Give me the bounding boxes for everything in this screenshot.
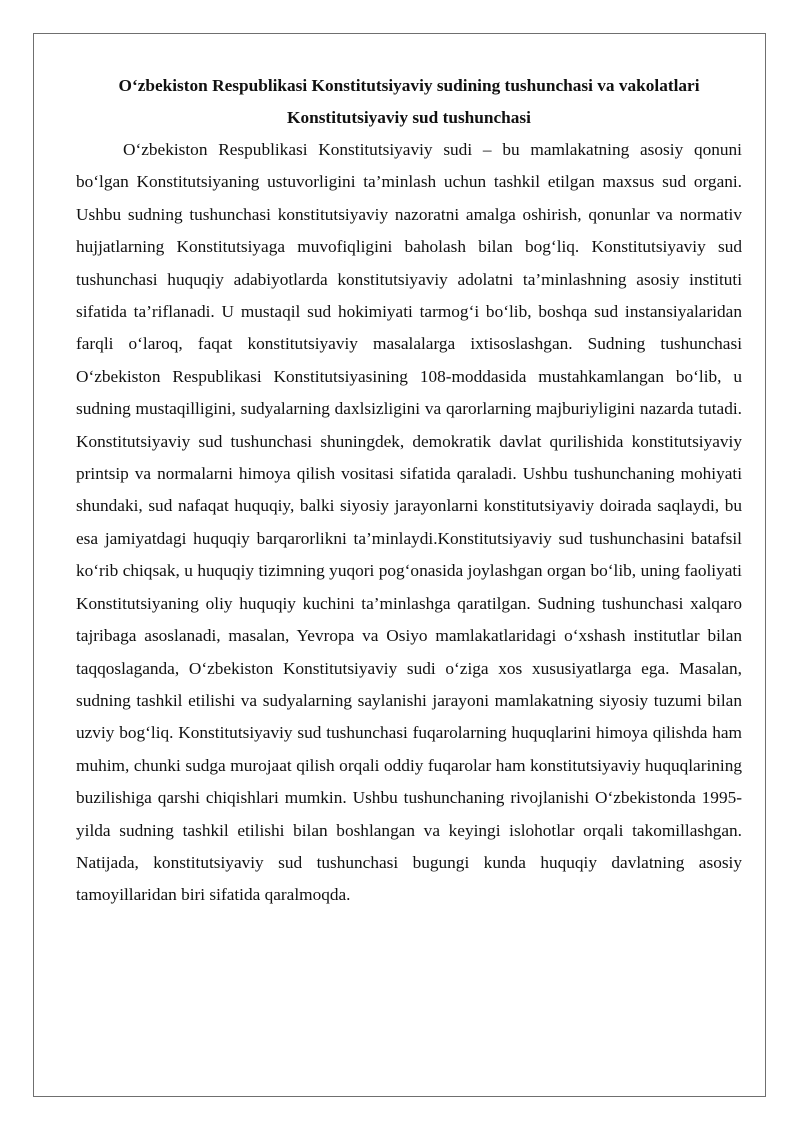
section-heading: Konstitutsiyaviy sud tushunchasi [287,108,531,127]
document-body [76,70,742,912]
document-title: O‘zbekiston Respublikasi Konstitutsiyaviy sudining tushunchasi va vakolatlari [118,76,700,95]
body-paragraph: O‘zbekiston Respublikasi Konstitutsiyaviy sudi – bu mamlakatning asosiy qonuni bo‘lgan Konstitutsiyaning ustuvorligini ta’minlash uchun tashkil etilgan maxsus sud organi. Ushbu sudning tushunchasi konstitutsiyaviy nazoratni amalga oshirish, qonunlar va normativ hujjatlarning Konstitutsiyaga muvofiqligini baholash bilan bog‘liq. Konstitutsiyaviy sud tushunchasi huquqiy adabiyotlarda konstitutsiyaviy adolatni ta’minlashning asosiy instituti sifatida ta’riflanadi. U mustaqil sud hokimiyati tarmog‘i bo‘lib, boshqa sud instansiyalaridan farqli o‘laroq, faqat konstitutsiyaviy masalalarga ixtisoslashgan. Sudning tushunchasi O‘zbekiston Respublikasi Konstitutsiyasining 108-moddasida mustahkamlangan bo‘lib, u sudning mustaqilligini, sudyalarning daxlsizligini va qarorlarning majburiyligini nazarda tutadi. Konstitutsiyaviy sud tushunchasi shuningdek, demokratik davlat qurilishida konstitutsiyaviy printsip va normalarni himoya qilish vositasi sifatida qaraladi. Ushbu tushunchaning mohiyati shundaki, sud nafaqat huquqiy, balki siyosiy jarayonlarni konstitutsiyaviy doirada saqlaydi, bu esa jamiyatdagi huquqiy barqarorlikni ta’minlaydi.Konstitutsiyaviy sud tushunchasini batafsil ko‘rib chiqsak, u huquqiy tizimning yuqori pog‘onasida joylashgan organ bo‘lib, uning faoliyati Konstitutsiyaning oliy huquqiy kuchini ta’minlashga qaratilgan. Sudning tushunchasi xalqaro tajribaga asoslanadi, masalan, Yevropa va Osiyo mamlakatlaridagi o‘xshash institutlar bilan taqqoslaganda, O‘zbekiston Konstitutsiyaviy sudi o‘ziga xos xususiyatlarga ega. Masalan, sudning tashkil etilishi va sudyalarning saylanishi jarayoni mamlakatning siyosiy tuzumi bilan uzviy bog‘liq. Konstitutsiyaviy sud tushunchasi fuqarolarning huquqlarini himoya qilishda ham muhim, chunki sudga murojaat qilish orqali oddiy fuqarolar ham konstitutsiyaviy huquqlarining buzilishiga qarshi chiqishlari mumkin. Ushbu tushunchaning rivojlanishi O‘zbekistonda 1995-yilda sudning tashkil etilishi bilan boshlangan va keyingi islohotlar orqali takomillashgan. Natijada, konstitutsiyaviy sud tushunchasi bugungi kunda huquqiy davlatning asosiy tamoyillaridan biri sifatida qaralmoqda. [76,140,742,905]
